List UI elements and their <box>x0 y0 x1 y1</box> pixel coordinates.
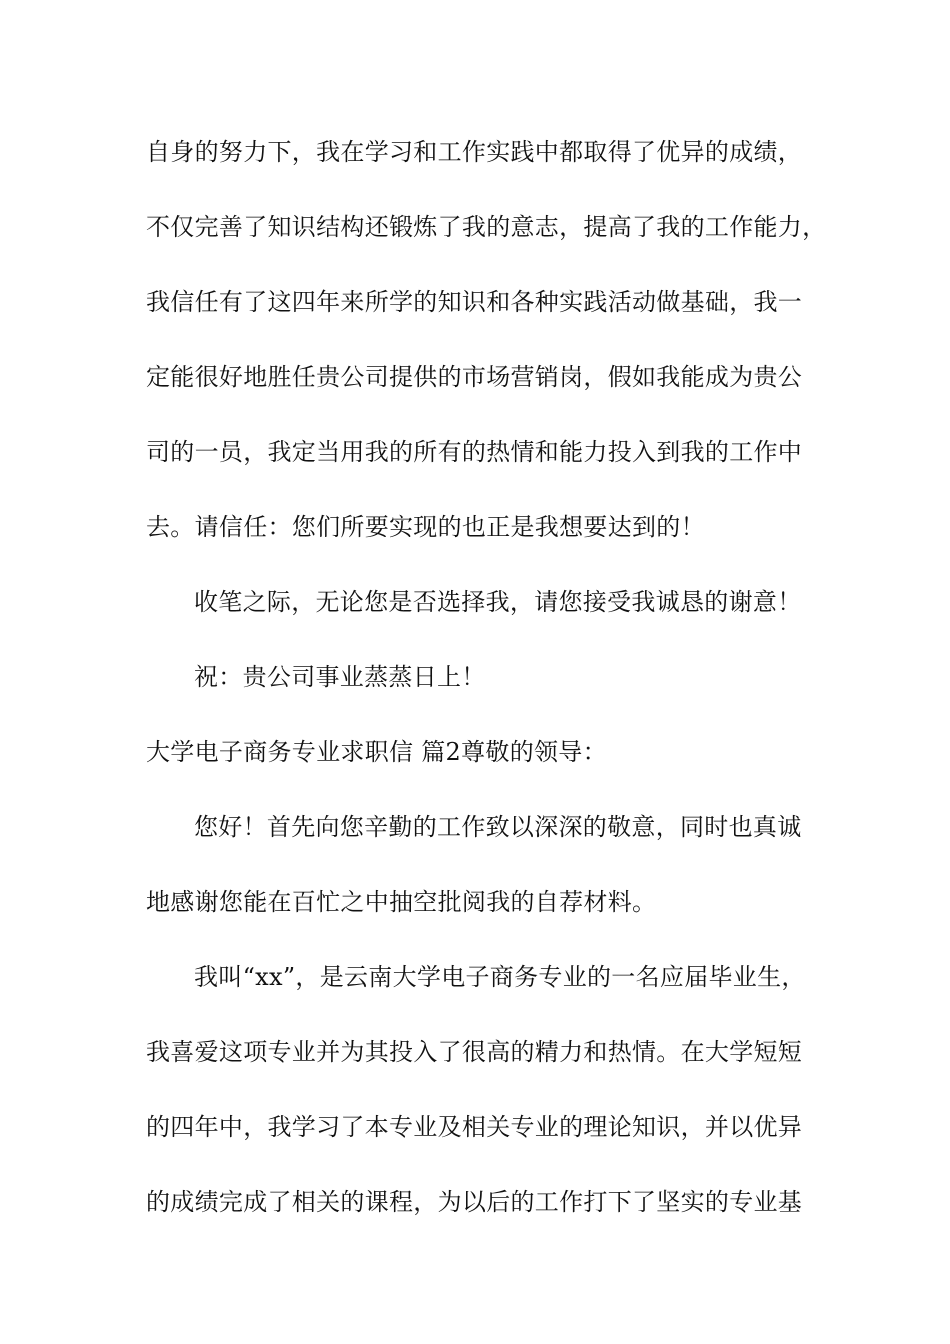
text-line: 我信任有了这四年来所学的知识和各种实践活动做基础，我一 <box>146 288 803 316</box>
section-heading: 大学电子商务专业求职信 篇2尊敬的领导： <box>146 738 607 766</box>
text-line: 我叫“xx”，是云南大学电子商务专业的一名应届毕业生， <box>194 963 806 991</box>
text-line: 的成绩完成了相关的课程，为以后的工作打下了坚实的专业基 <box>146 1188 803 1216</box>
text-line: 自身的努力下，我在学习和工作实践中都取得了优异的成绩， <box>146 138 803 166</box>
text-line: 我喜爱这项专业并为其投入了很高的精力和热情。在大学短短 <box>146 1038 803 1066</box>
text-line: 司的一员，我定当用我的所有的热情和能力投入到我的工作中 <box>146 438 803 466</box>
text-line: 地感谢您能在百忙之中抽空批阅我的自荐材料。 <box>146 888 657 916</box>
text-line: 去。请信任：您们所要实现的也正是我想要达到的！ <box>146 513 705 541</box>
text-line: 祝：贵公司事业蒸蒸日上！ <box>194 663 486 691</box>
text-line: 收笔之际，无论您是否选择我，请您接受我诚恳的谢意！ <box>194 588 802 616</box>
text-line: 您好！首先向您辛勤的工作致以深深的敬意，同时也真诚 <box>194 813 802 841</box>
text-line: 定能很好地胜任贵公司提供的市场营销岗，假如我能成为贵公 <box>146 363 803 391</box>
text-line: 不仅完善了知识结构还锻炼了我的意志，提高了我的工作能力， <box>146 213 827 241</box>
text-line: 的四年中，我学习了本专业及相关专业的理论知识，并以优异 <box>146 1113 803 1141</box>
